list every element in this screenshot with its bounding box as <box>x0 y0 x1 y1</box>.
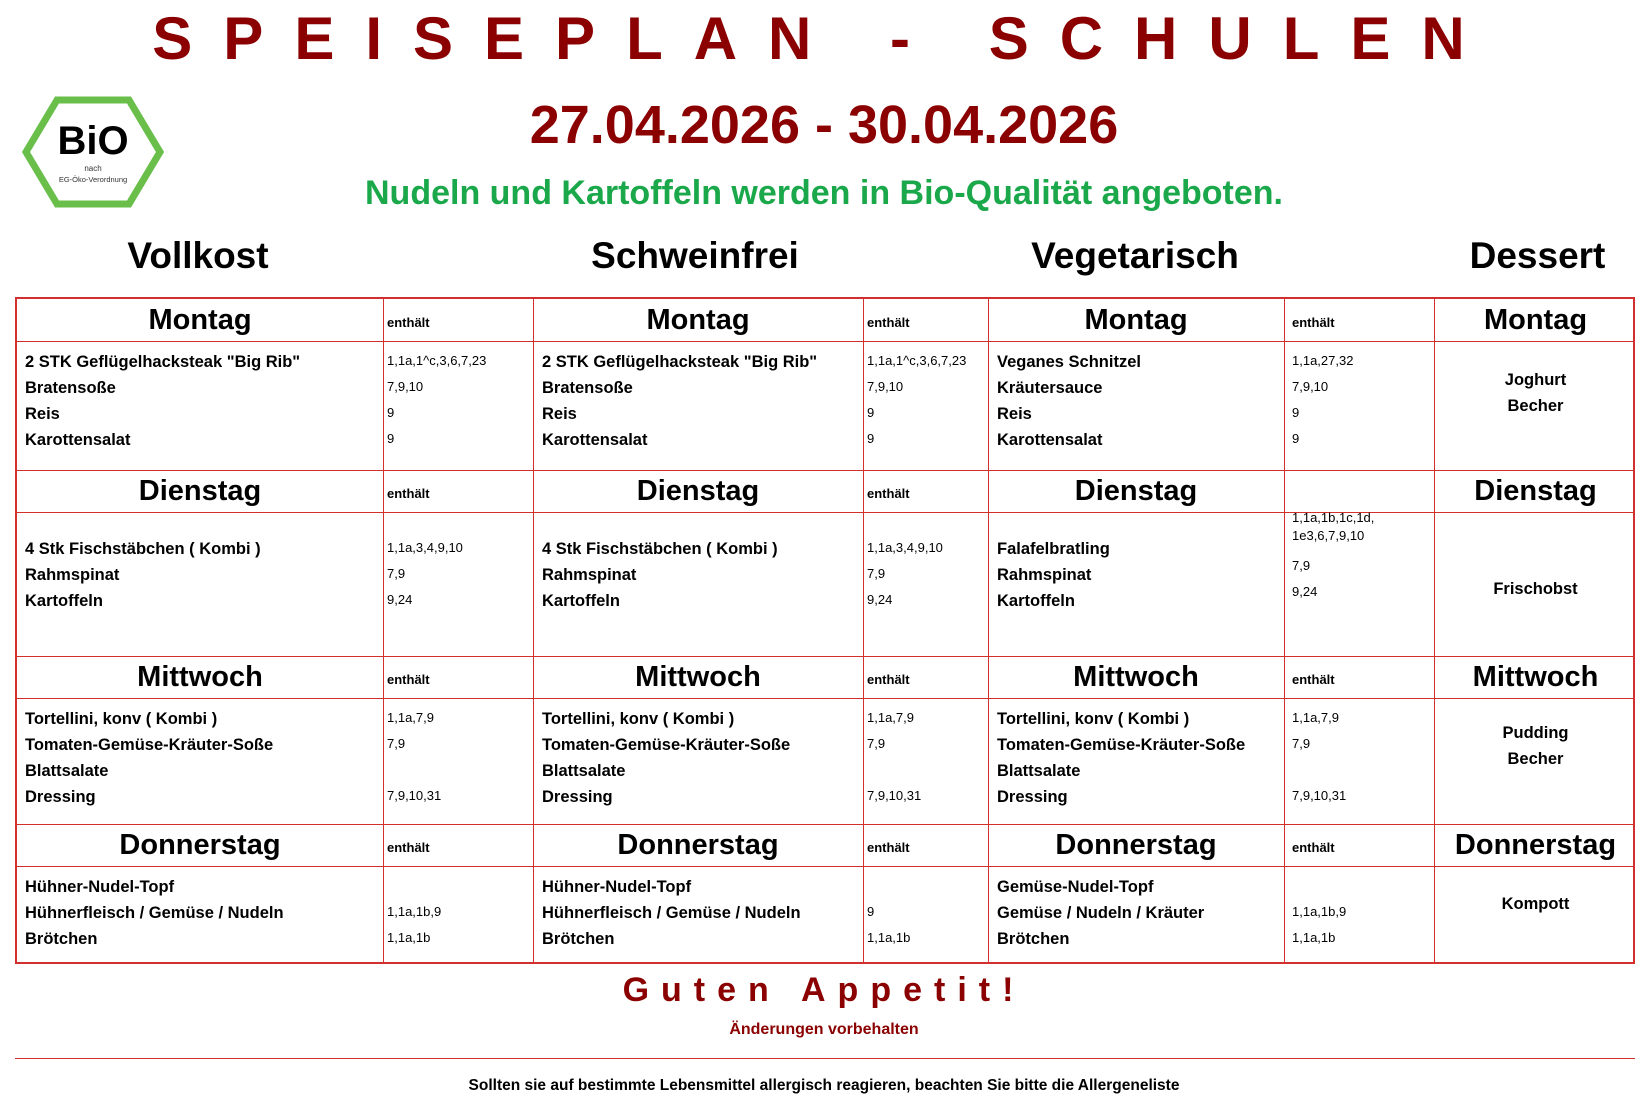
footer-divider <box>15 1058 1635 1059</box>
enthaelt-label: enthält <box>867 486 910 501</box>
enthaelt-label: enthält <box>867 672 910 687</box>
table-header-divider <box>17 866 1633 867</box>
menu-item: Rahmspinat <box>997 566 1092 584</box>
footer-appetit: Guten Appetit! <box>622 971 1026 1009</box>
enthaelt-label: enthält <box>1292 672 1335 687</box>
allergen-code: 1,1a,1b <box>867 930 911 945</box>
allergen-code: 1,1a,3,4,9,10 <box>867 540 943 555</box>
allergen-code: 9 <box>867 904 875 919</box>
menu-item: Brötchen <box>542 930 615 948</box>
dessert-item: Frischobst <box>1493 580 1578 598</box>
menu-item: Brötchen <box>25 930 98 948</box>
allergen-code: 1,1a,7,9 <box>387 710 434 725</box>
allergen-code: 1,1a,1b <box>387 930 431 945</box>
allergen-code: 7,9,10,31 <box>1292 788 1347 803</box>
enthaelt-label: enthält <box>867 840 910 855</box>
menu-item: Blattsalate <box>997 762 1081 780</box>
allergen-code: 1,1a,3,4,9,10 <box>387 540 463 555</box>
enthaelt-label: enthält <box>387 486 430 501</box>
day-header: Mittwoch <box>635 661 761 693</box>
menu-item: Gemüse-Nudel-Topf <box>997 878 1154 896</box>
allergen-code: 1,1a,1^c,3,6,7,23 <box>387 353 487 368</box>
menu-item: Tomaten-Gemüse-Kräuter-Soße <box>542 736 791 754</box>
menu-item: Tortellini, konv ( Kombi ) <box>997 710 1190 728</box>
allergen-code: 1,1a,1b <box>1292 930 1336 945</box>
table-header-divider <box>17 698 1633 699</box>
menu-item: Karottensalat <box>542 431 648 449</box>
menu-item: Blattsalate <box>542 762 626 780</box>
footer-allergy-note: Sollten sie auf bestimmte Lebensmittel allergisch reagieren, beachten Sie bitte die Allergeneliste <box>468 1077 1180 1094</box>
menu-item: Rahmspinat <box>542 566 637 584</box>
enthaelt-label: enthält <box>1292 840 1335 855</box>
dessert-item: Becher <box>1507 750 1564 768</box>
menu-item: 2 STK Geflügelhacksteak "Big Rib" <box>542 353 818 371</box>
menu-item: 4 Stk Fischstäbchen ( Kombi ) <box>542 540 778 558</box>
menu-item: Dressing <box>542 788 613 806</box>
menu-item: Kräutersauce <box>997 379 1103 397</box>
menu-item: Dressing <box>997 788 1068 806</box>
menu-item: Reis <box>997 405 1032 423</box>
allergen-code: 7,9 <box>1292 558 1311 573</box>
menu-item: Kartoffeln <box>25 592 103 610</box>
allergen-code: 1,1a,7,9 <box>1292 710 1339 725</box>
day-header: Dienstag <box>636 475 760 507</box>
allergen-code: 1,1a,1b,1c,1d, <box>1292 510 1375 525</box>
bio-logo-sub1: nach <box>84 164 102 173</box>
menu-item: Reis <box>25 405 60 423</box>
allergen-code: 1,1a,7,9 <box>867 710 914 725</box>
day-header: Dienstag <box>1474 475 1597 507</box>
category-schweinfrei: Schweinfrei <box>591 235 799 276</box>
dessert-item: Becher <box>1507 397 1564 415</box>
table-column-divider <box>863 299 864 962</box>
dessert-item: Pudding <box>1502 724 1569 742</box>
enthaelt-label: enthält <box>387 315 430 330</box>
category-dessert: Dessert <box>1469 235 1606 276</box>
menu-item: Blattsalate <box>25 762 109 780</box>
day-header: Montag <box>1084 304 1188 336</box>
day-header: Donnerstag <box>1454 829 1617 861</box>
allergen-code: 7,9 <box>387 736 406 751</box>
allergen-code: 9 <box>867 405 875 420</box>
allergen-code: 7,9,10,31 <box>867 788 922 803</box>
bio-logo-sub2: EG-Öko-Verordnung <box>58 175 128 184</box>
allergen-code: 7,9 <box>867 566 886 581</box>
allergen-code: 1,1a,27,32 <box>1292 353 1354 368</box>
menu-item: Tortellini, konv ( Kombi ) <box>25 710 218 728</box>
menu-item: Hühner-Nudel-Topf <box>542 878 692 896</box>
menu-item: Karottensalat <box>25 431 131 449</box>
bio-logo-text: BiO <box>57 119 129 163</box>
day-header: Mittwoch <box>1073 661 1199 693</box>
enthaelt-label: enthält <box>387 672 430 687</box>
bio-note: Nudeln und Kartoffeln werden in Bio-Qualität angeboten. <box>365 174 1283 212</box>
menu-item: Veganes Schnitzel <box>997 353 1141 371</box>
day-header: Dienstag <box>138 475 262 507</box>
menu-item: Gemüse / Nudeln / Kräuter <box>997 904 1205 922</box>
menu-item: Rahmspinat <box>25 566 120 584</box>
menu-item: Bratensoße <box>25 379 116 397</box>
allergen-code: 9 <box>387 405 395 420</box>
enthaelt-label: enthält <box>1292 315 1335 330</box>
day-header: Montag <box>646 304 750 336</box>
category-vegetarisch: Vegetarisch <box>1031 235 1239 276</box>
allergen-code: 7,9,10 <box>1292 379 1329 394</box>
allergen-code: 9 <box>1292 405 1300 420</box>
allergen-code: 7,9 <box>1292 736 1311 751</box>
allergen-code: 9 <box>867 431 875 446</box>
allergen-code: 7,9,10 <box>867 379 904 394</box>
menu-item: Kartoffeln <box>542 592 620 610</box>
menu-item: Karottensalat <box>997 431 1103 449</box>
dessert-item: Kompott <box>1501 895 1570 913</box>
page-title: SPEISEPLAN - SCHULEN <box>152 5 1496 72</box>
table-column-divider <box>1284 299 1285 962</box>
date-range: 27.04.2026 - 30.04.2026 <box>529 95 1119 155</box>
allergen-code: 7,9 <box>387 566 406 581</box>
menu-item: Hühner-Nudel-Topf <box>25 878 175 896</box>
allergen-code: 1,1a,1b,9 <box>1292 904 1347 919</box>
table-header-divider <box>17 341 1633 342</box>
table-header-divider <box>17 512 1633 513</box>
menu-item: Dressing <box>25 788 96 806</box>
day-header: Dienstag <box>1074 475 1198 507</box>
menu-item: 4 Stk Fischstäbchen ( Kombi ) <box>25 540 261 558</box>
menu-item: Falafelbratling <box>997 540 1110 558</box>
allergen-code: 1,1a,1b,9 <box>387 904 442 919</box>
menu-item: Brötchen <box>997 930 1070 948</box>
menu-item: Kartoffeln <box>997 592 1075 610</box>
day-header: Donnerstag <box>617 829 779 861</box>
bio-logo <box>22 96 164 208</box>
enthaelt-label: enthält <box>867 315 910 330</box>
allergen-code: 7,9 <box>867 736 886 751</box>
category-vollkost: Vollkost <box>127 235 269 276</box>
allergen-code: 7,9,10 <box>387 379 424 394</box>
allergen-code: 9,24 <box>867 592 893 607</box>
day-header: Donnerstag <box>1055 829 1217 861</box>
allergen-code: 1,1a,1^c,3,6,7,23 <box>867 353 967 368</box>
menu-item: Tortellini, konv ( Kombi ) <box>542 710 735 728</box>
menu-item: Tomaten-Gemüse-Kräuter-Soße <box>25 736 274 754</box>
table-column-divider <box>383 299 384 962</box>
day-header: Mittwoch <box>137 661 263 693</box>
footer-changes: Änderungen vorbehalten <box>729 1021 919 1038</box>
allergen-code: 9,24 <box>387 592 413 607</box>
dessert-item: Joghurt <box>1504 371 1567 389</box>
day-header: Donnerstag <box>119 829 281 861</box>
day-header: Montag <box>148 304 252 336</box>
day-header: Mittwoch <box>1472 661 1599 693</box>
allergen-code: 9 <box>387 431 395 446</box>
menu-table <box>15 297 1635 964</box>
menu-item: Bratensoße <box>542 379 633 397</box>
menu-item: Hühnerfleisch / Gemüse / Nudeln <box>542 904 801 922</box>
enthaelt-label: enthält <box>387 840 430 855</box>
menu-item: Tomaten-Gemüse-Kräuter-Soße <box>997 736 1246 754</box>
allergen-code: 9,24 <box>1292 584 1318 599</box>
menu-item: Reis <box>542 405 577 423</box>
day-header: Montag <box>1483 304 1588 336</box>
allergen-code: 7,9,10,31 <box>387 788 442 803</box>
menu-item: 2 STK Geflügelhacksteak "Big Rib" <box>25 353 301 371</box>
allergen-code: 1e3,6,7,9,10 <box>1292 528 1365 543</box>
menu-item: Hühnerfleisch / Gemüse / Nudeln <box>25 904 284 922</box>
allergen-code: 9 <box>1292 431 1300 446</box>
